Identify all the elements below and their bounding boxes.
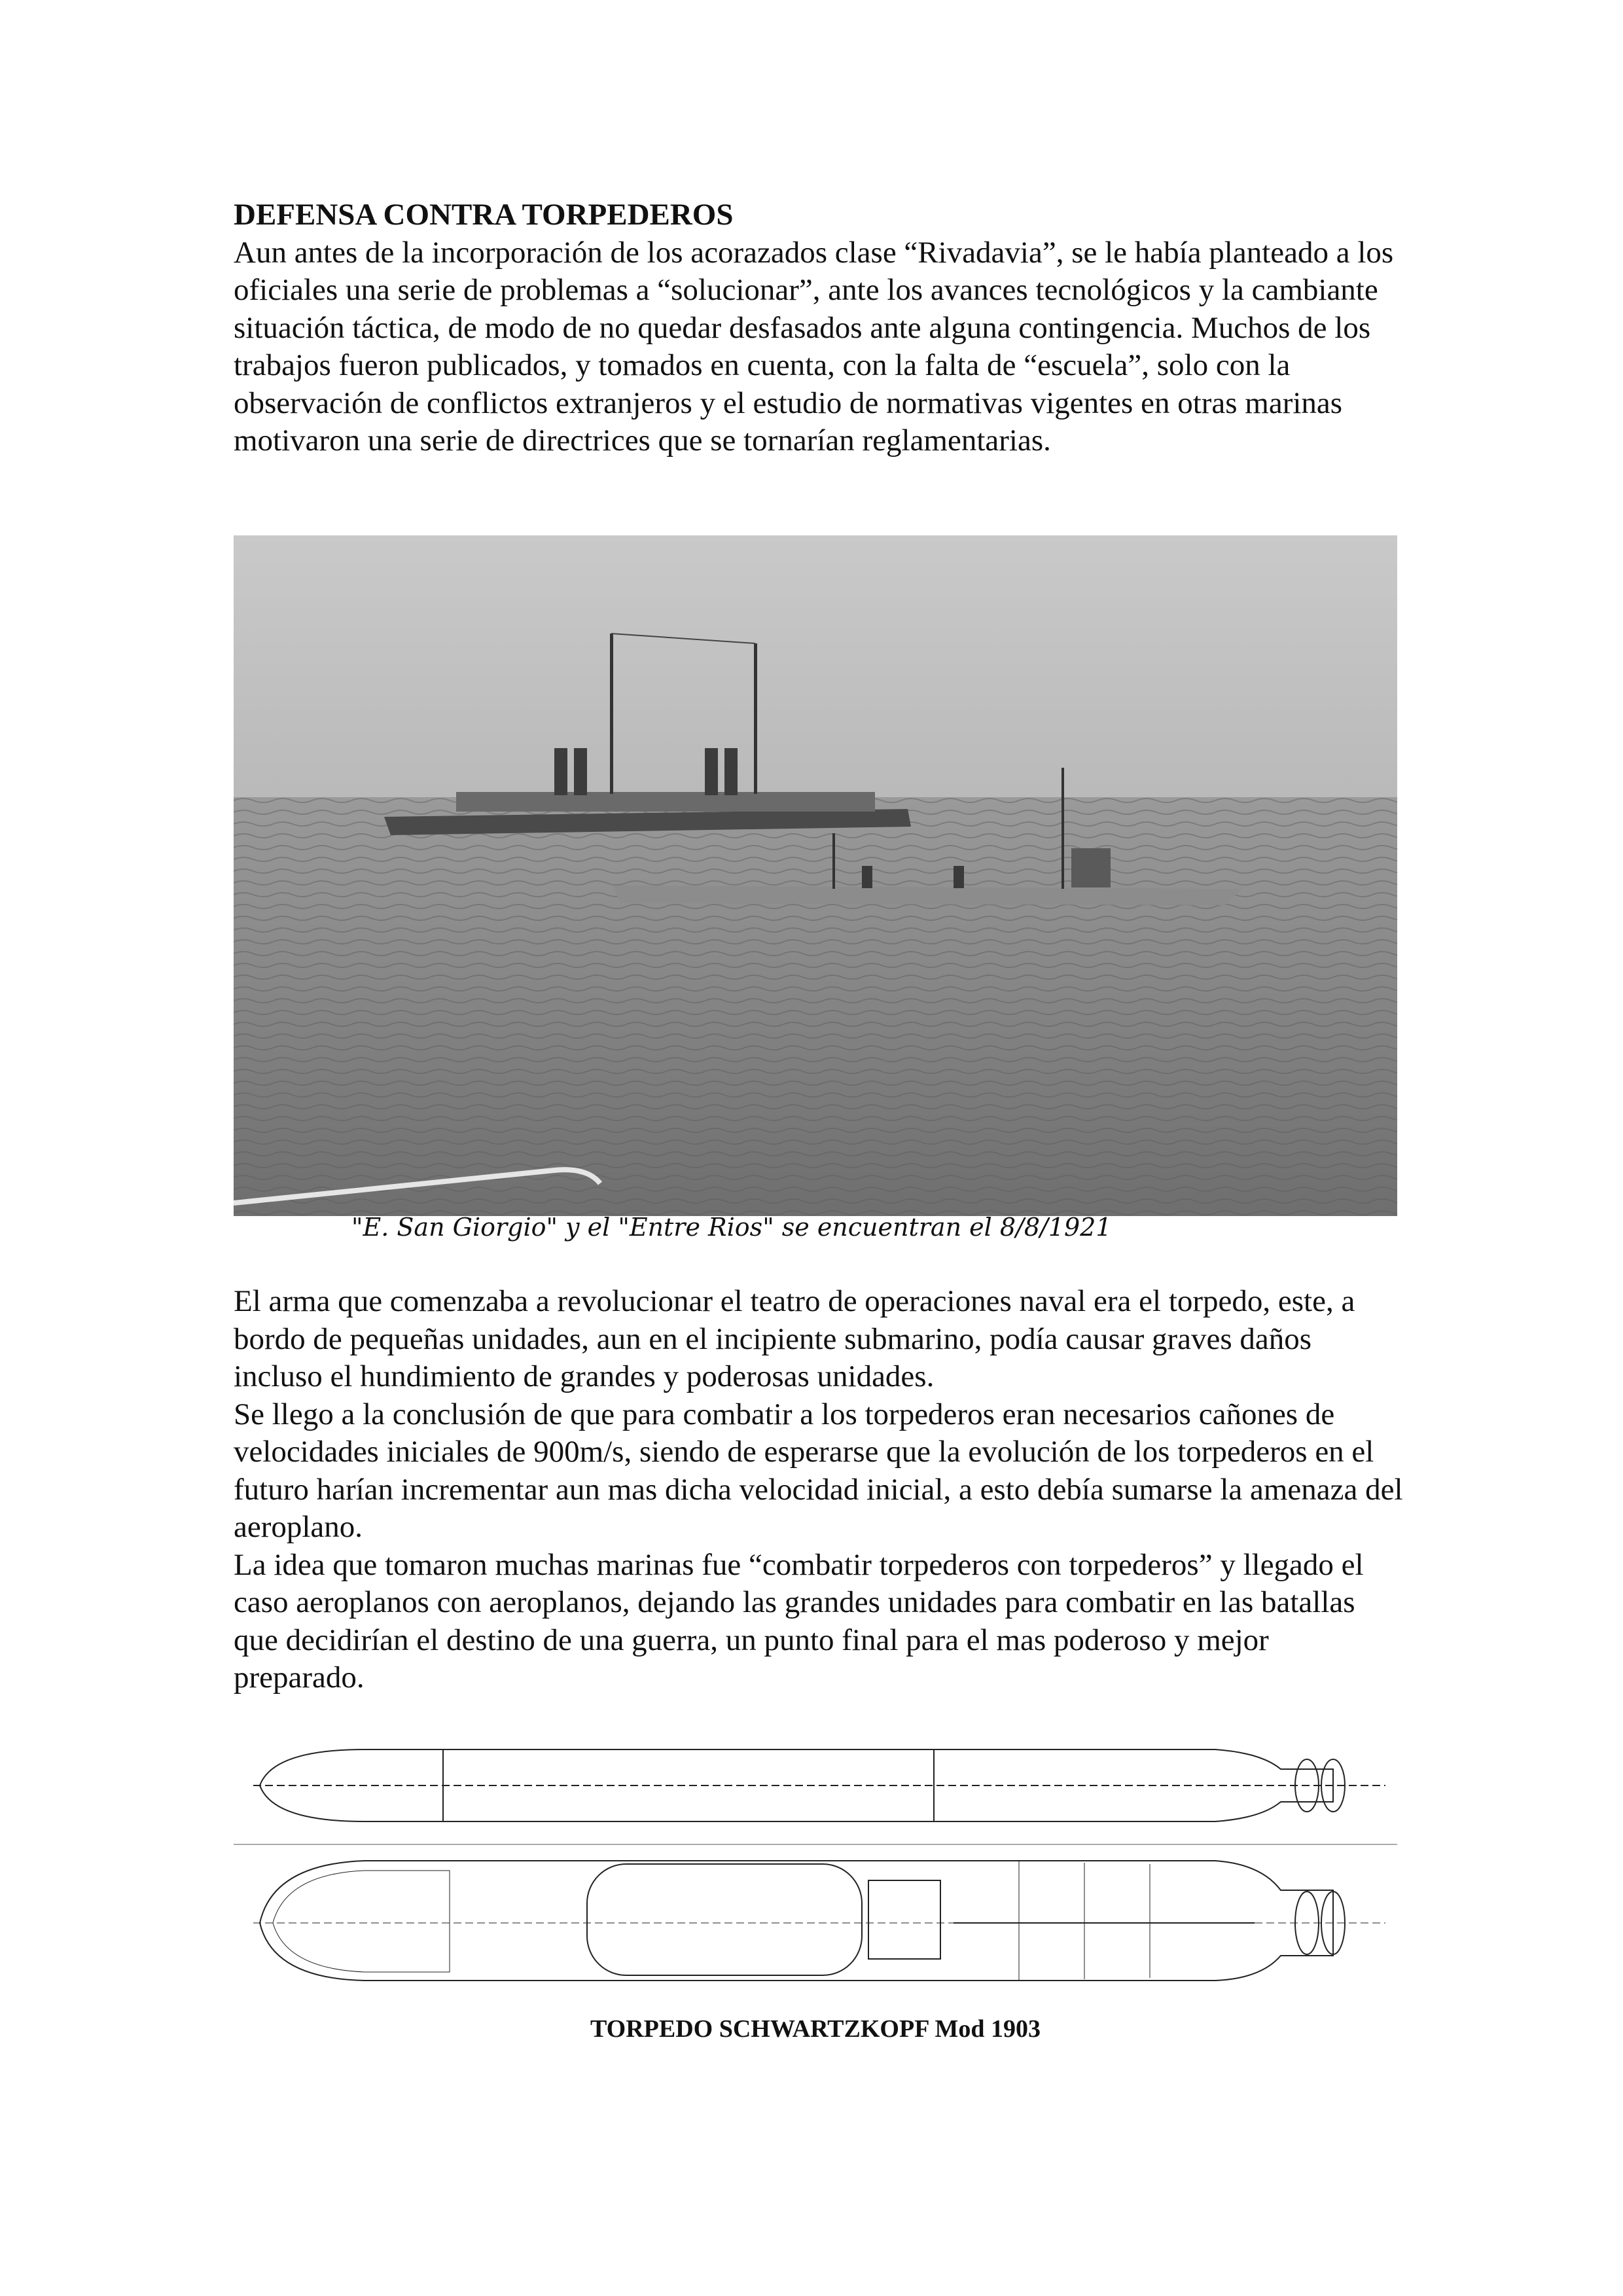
photo-handwritten-caption: "E. San Giorgio" y el "Entre Rios" se encuentran el 8/8/1921 <box>351 1213 1112 1242</box>
figure-caption: TORPEDO SCHWARTZKOPF Mod 1903 <box>590 2015 1041 2043</box>
body-paragraph-2: Se llego a la conclusión de que para combatir a los torpederos eran necesarios cañones de velocidades iniciales de 900m/s, siendo de esperarse que la evolución de los torpederos en el futuro harían incrementar aun mas dicha velocidad inicial, a esto debía sumarse la amenaza del aeroplano. <box>234 1397 1403 1544</box>
body-paragraph-1: El arma que comenzaba a revolucionar el teatro de operaciones naval era el torpedo, este, a bordo de pequeñas unidades, aun en el incipiente submarino, podía causar graves daños incluso el hundimiento de grandes y poderosas unidades. <box>234 1284 1355 1393</box>
body-paragraph-3: La idea que tomaron muchas marinas fue “combatir torpederos con torpederos” y llegado el caso aeroplanos con aeroplanos, dejando las grandes unidades para combatir en las batallas que decidirían el destino de una guerra, un punto final para el mas poderoso y mejor preparado. <box>234 1547 1364 1695</box>
intro-paragraph: Aun antes de la incorporación de los acorazados clase “Rivadavia”, se le había planteado a los oficiales una serie de problemas a “solucionar”, ante los avances tecnológicos y la cambiante situación táctica, de modo de no quedar desfasados ante alguna contingencia. Muchos de los trabajos fueron publicados, y tomados en cuenta, con la falta de “escuela”, solo con la observación de conflictos extranjeros y el estudio de normativas vigentes en otras marinas motivaron una serie de directrices que se tornarían reglamentarias. <box>234 235 1394 457</box>
ships-photograph <box>234 535 1397 1244</box>
body-section <box>234 1283 1405 1697</box>
torpedo-technical-drawing <box>234 1733 1397 1983</box>
intro-section <box>234 196 1405 460</box>
section-title: DEFENSA CONTRA TORPEDEROS <box>234 198 734 232</box>
